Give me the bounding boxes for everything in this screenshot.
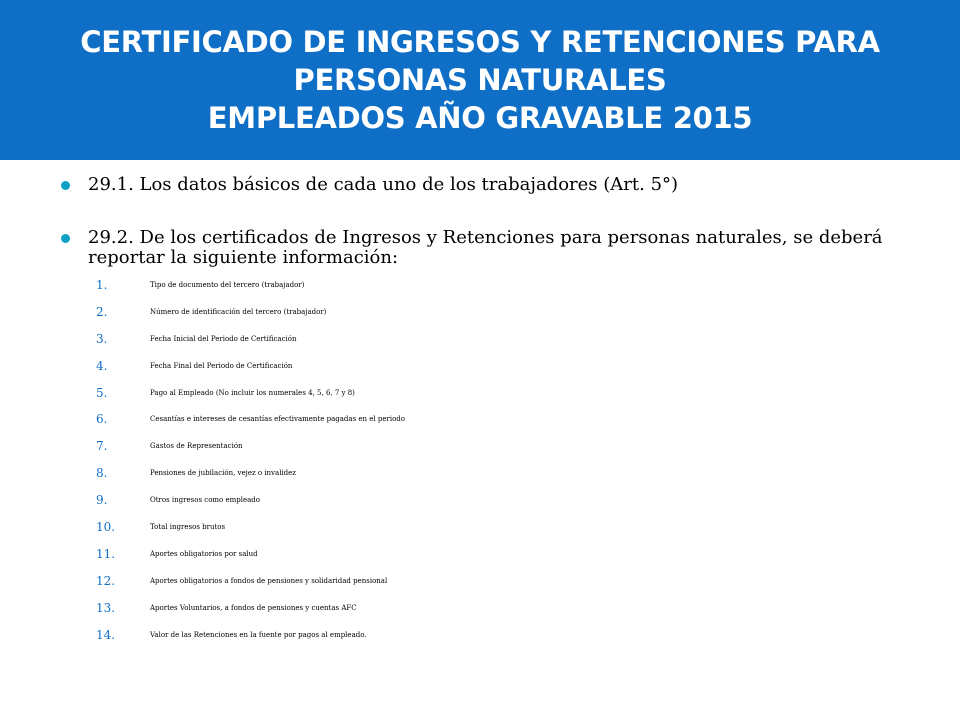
list-item-text: Aportes obligatorios por salud: [150, 549, 258, 558]
list-item-text: Aportes Voluntarios, a fondos de pensiones y cuentas AFC: [150, 603, 357, 612]
list-item-text: Fecha Final del Periodo de Certificación: [150, 361, 293, 370]
bullet-item: [88, 175, 888, 195]
title-line-2: PERSONAS NATURALES: [293, 63, 667, 97]
list-item-text: Gastos de Representación: [150, 442, 243, 451]
list-item: [96, 380, 960, 407]
list-item-text: Valor de las Retenciones en la fuente por pagos al empleado.: [150, 630, 367, 639]
list-item-text: Aportes obligatorios a fondos de pensiones y solidaridad pensional: [150, 576, 388, 585]
list-item: [96, 460, 960, 487]
list-item: [96, 406, 960, 433]
list-item-number: 10.: [96, 520, 116, 535]
bullet-text: 29.1. Los datos básicos de cada uno de los trabajadores (Art. 5°): [88, 174, 679, 195]
list-item-text: Fecha Inicial del Periodo de Certificación: [150, 334, 297, 343]
title-line-3: EMPLEADOS AÑO GRAVABLE 2015: [207, 101, 753, 135]
list-item: [96, 326, 960, 353]
list-item-text: Cesantías e intereses de cesantías efectivamente pagadas en el periodo: [150, 415, 405, 424]
list-item-number: 12.: [96, 573, 116, 588]
list-item: [96, 568, 960, 595]
list-item-text: Pensiones de jubilación, vejez o invalidez: [150, 469, 296, 478]
list-item: [96, 299, 960, 326]
list-item-number: 14.: [96, 627, 116, 642]
list-item-number: 6.: [96, 412, 108, 427]
list-item-number: 3.: [96, 331, 108, 346]
list-item: [96, 433, 960, 460]
list-item-text: Pago al Empleado (No incluir los numerales 4, 5, 6, 7 y 8): [150, 388, 355, 397]
list-item: [96, 353, 960, 380]
title-line-1: CERTIFICADO DE INGRESOS Y RETENCIONES PARA: [80, 25, 880, 59]
list-item-number: 9.: [96, 493, 108, 508]
list-item: [96, 272, 960, 299]
bullet-icon: [61, 234, 70, 243]
list-item: [96, 622, 960, 649]
list-item-text: Total ingresos brutos: [150, 523, 226, 532]
bullet-icon: [61, 181, 70, 190]
slide-body: [0, 170, 960, 648]
list-item: [96, 541, 960, 568]
list-item-number: 13.: [96, 600, 116, 615]
list-item-number: 5.: [96, 385, 108, 400]
list-item-number: 4.: [96, 358, 108, 373]
list-item-number: 8.: [96, 466, 108, 481]
list-item-text: Otros ingresos como empleado: [150, 496, 260, 505]
bullet-text: 29.2. De los certificados de Ingresos y Retenciones para personas naturales, se deberá reportar la siguiente información:: [88, 227, 883, 268]
list-item-text: Tipo de documento del tercero (trabajador): [150, 281, 305, 289]
list-item: [96, 487, 960, 514]
list-item-number: 11.: [96, 546, 116, 561]
list-item: [96, 514, 960, 541]
bullet-item: [88, 228, 888, 268]
list-item-number: 2.: [96, 304, 108, 319]
slide-title: [0, 0, 960, 160]
numbered-list: [0, 272, 960, 648]
list-item: [96, 595, 960, 622]
list-item-number: 1.: [96, 278, 108, 292]
list-item-number: 7.: [96, 439, 108, 454]
list-item-text: Número de identificación del tercero (trabajador): [150, 307, 327, 316]
